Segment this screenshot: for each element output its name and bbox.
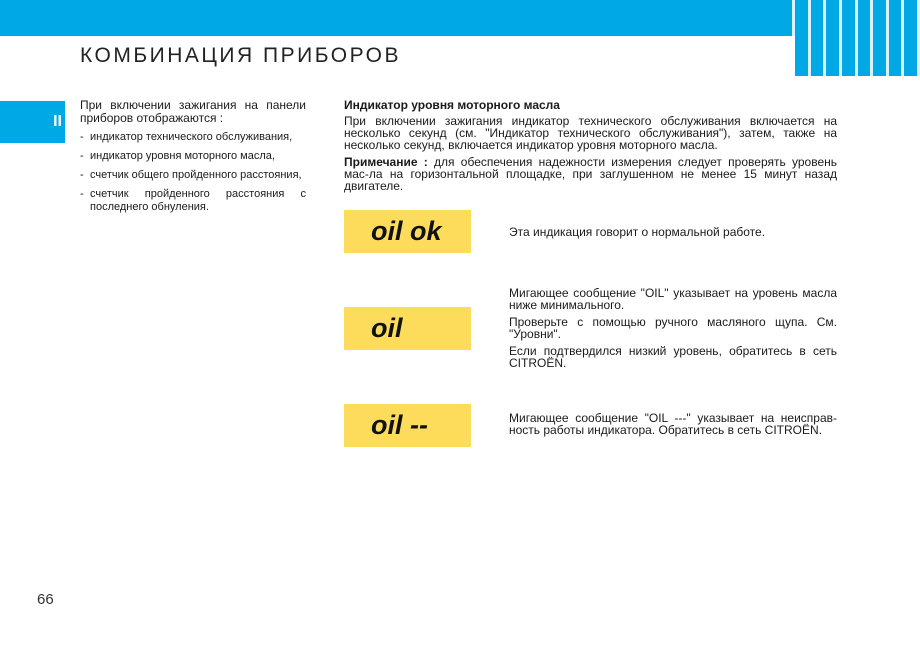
list-item: - счетчик пройденного расстояния с последнего обнуления. [80,188,306,214]
oil-low-description [509,287,837,374]
description-text: Проверьте с помощью ручного масляного щупа. См. "Уровни". [509,315,837,341]
list-item: - индикатор уровня моторного масла, [80,150,306,163]
description-text: Мигающее сообщение "OIL" указывает на уровень масла ниже минимального. [509,286,837,312]
display-list [80,131,306,214]
oil-low-display: oil [344,307,471,350]
left-column [80,99,306,214]
oil-ok-description [509,226,837,243]
description-text: Эта индикация говорит о нормальной работе. [509,225,766,239]
description-text: Мигающее сообщение "OIL ---" указывает на неисправ-ность работы индикатора. Обратитесь в сеть CITROËN. [509,411,837,437]
intro-paragraph: При включении зажигания индикатор технического обслуживания включается на несколько секунд (см. "Индикатор технического обслуживания"), затем, также на несколько секунд, включается индикатор уровня моторного масла. [344,114,837,152]
note-text: для обеспечения надежности измерения следует проверять уровень мас-ла на горизонтальной площадке, при заглушенном не менее 15 минут назад двигателе. [344,155,837,193]
section-tab: II [0,101,65,143]
note-paragraph [344,156,837,192]
list-item: - счетчик общего пройденного расстояния, [80,169,306,182]
oil-fault-display: oil -- [344,404,471,447]
oil-ok-display: oil ok [344,210,471,253]
oil-fault-description [509,412,837,441]
section-heading: Индикатор уровня моторного масла [344,98,560,112]
note-label: Примечание : [344,155,428,169]
page-number: 66 [37,591,54,608]
header-stripes [792,0,920,76]
description-text: Если подтвердился низкий уровень, обратитесь в сеть CITROËN. [509,344,837,370]
intro-text: При включении зажигания на панели приборов отображаются : [80,98,306,125]
right-column [344,99,837,197]
page-title: КОМБИНАЦИЯ ПРИБОРОВ [80,44,401,67]
list-item: - индикатор технического обслуживания, [80,131,306,144]
